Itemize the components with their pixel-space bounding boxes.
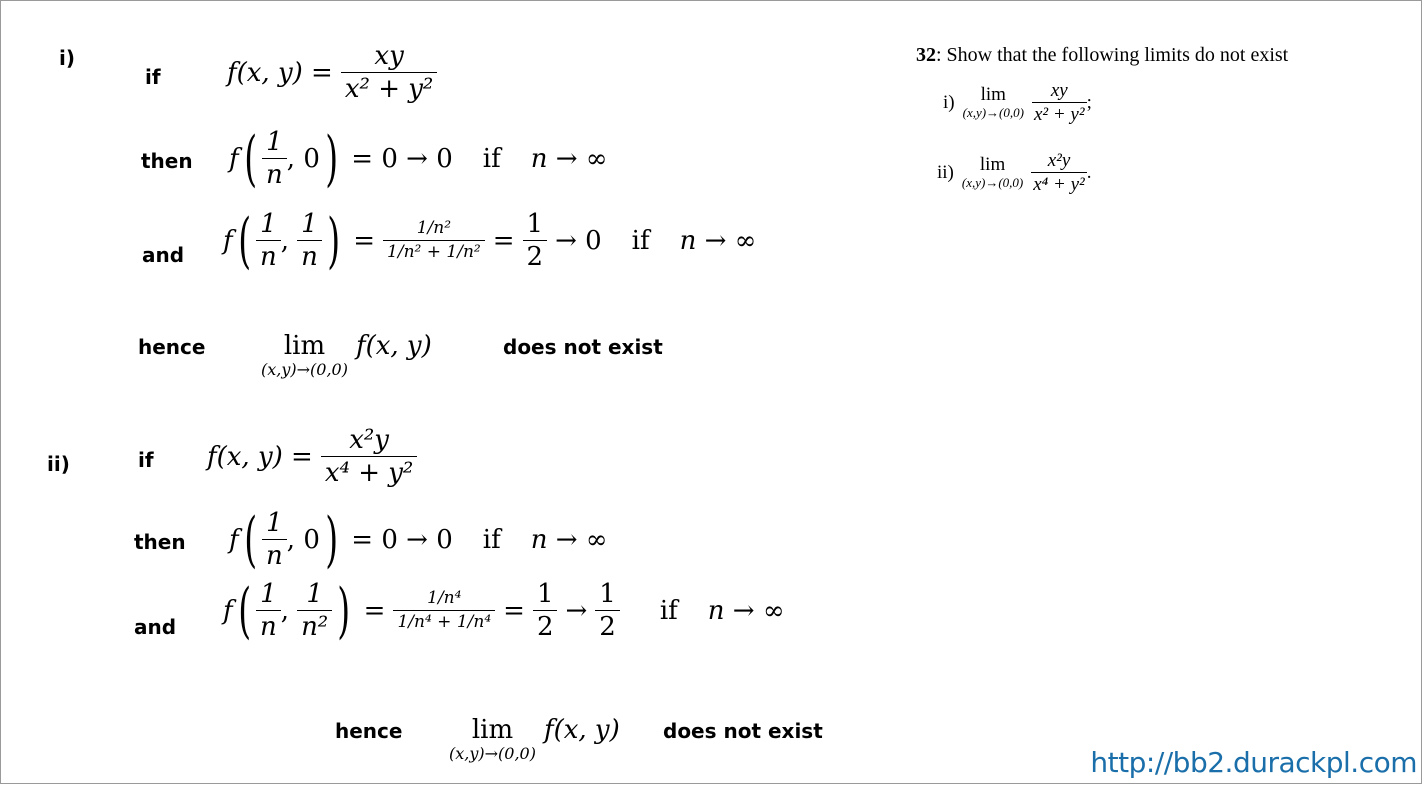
problem-item-i: i) lim (x,y)→(0,0) $\frac{xy}{\text{x² + y²}}$ ; bbox=[943, 80, 1092, 125]
if-label: if bbox=[138, 448, 154, 472]
problem-statement bbox=[916, 45, 1288, 65]
watermark-url: http://bb2.durackpl.com bbox=[1090, 746, 1417, 779]
part-ii-and-expression: f ( $\frac{1}{n}$ , $\frac{1}{\text{n²}}$ ) = $\frac{\text{1/n⁴}}{\text{1/n⁴ + 1/n⁴}}$ = $\frac{1}{2}$ → $\frac{1}{2}$ if n → ∞ bbox=[223, 576, 785, 647]
hence-label: hence bbox=[335, 719, 403, 743]
problem-item-label: i) bbox=[943, 91, 955, 113]
part-ii-limit: lim (x,y)→(0,0) f(x, y) bbox=[449, 715, 620, 763]
hence-label: hence bbox=[138, 335, 206, 359]
if-label: if bbox=[145, 65, 161, 89]
compound-fraction: $\frac{\text{1/n²}}{\text{1/n² + 1/n²}}$ bbox=[383, 220, 485, 262]
problem-item-label: ii) bbox=[937, 161, 954, 183]
and-label: and bbox=[142, 243, 185, 267]
problem-number: 32 bbox=[916, 44, 936, 66]
problem-fraction: $\frac{\text{x²y}}{\text{x⁴ + y²}}$ bbox=[1033, 150, 1085, 195]
conclusion-text: does not exist bbox=[503, 335, 663, 359]
part-i-and-expression: f ( $\frac{1}{n}$ , $\frac{1}{n}$ ) = $\frac{\text{1/n²}}{\text{1/n² + 1/n²}}$ = $\frac{1}{2}$ → 0 if n → ∞ bbox=[223, 206, 757, 277]
then-label: then bbox=[134, 530, 186, 554]
problem-item-ii: ii) lim (x,y)→(0,0) $\frac{\text{x²y}}{\text{x⁴ + y²}}$ . bbox=[937, 150, 1092, 195]
limit-operator: lim (x,y)→(0,0) bbox=[961, 154, 1024, 191]
part-ii-then-expression: f ( $\frac{1}{n}$ , 0 ) = 0 → 0 if n → ∞ bbox=[229, 505, 608, 576]
part-ii-label: ii) bbox=[47, 452, 70, 476]
then-label: then bbox=[141, 149, 193, 173]
part-i-definition: f(x, y) = $\frac{xy}{\text{x² + y²}}$ bbox=[227, 43, 437, 104]
part-i-label: i) bbox=[59, 46, 75, 70]
problem-fraction: $\frac{xy}{\text{x² + y²}}$ bbox=[1033, 80, 1085, 125]
conclusion-text: does not exist bbox=[663, 719, 823, 743]
and-label: and bbox=[134, 615, 177, 639]
compound-fraction: $\frac{\text{1/n⁴}}{\text{1/n⁴ + 1/n⁴}}$ bbox=[393, 590, 495, 632]
part-i-then-expression: f ( $\frac{1}{n}$ , 0 ) = 0 → 0 if n → ∞ bbox=[229, 124, 608, 195]
part-ii-definition: f(x, y) = $\frac{\text{x²y}}{\text{x⁴ + y²}}$ bbox=[207, 427, 417, 488]
limit-operator: lim (x,y)→(0,0) bbox=[962, 84, 1024, 121]
part-i-limit: lim (x,y)→(0,0) f(x, y) bbox=[261, 331, 432, 379]
problem-text: : Show that the following limits do not exist bbox=[936, 44, 1289, 66]
